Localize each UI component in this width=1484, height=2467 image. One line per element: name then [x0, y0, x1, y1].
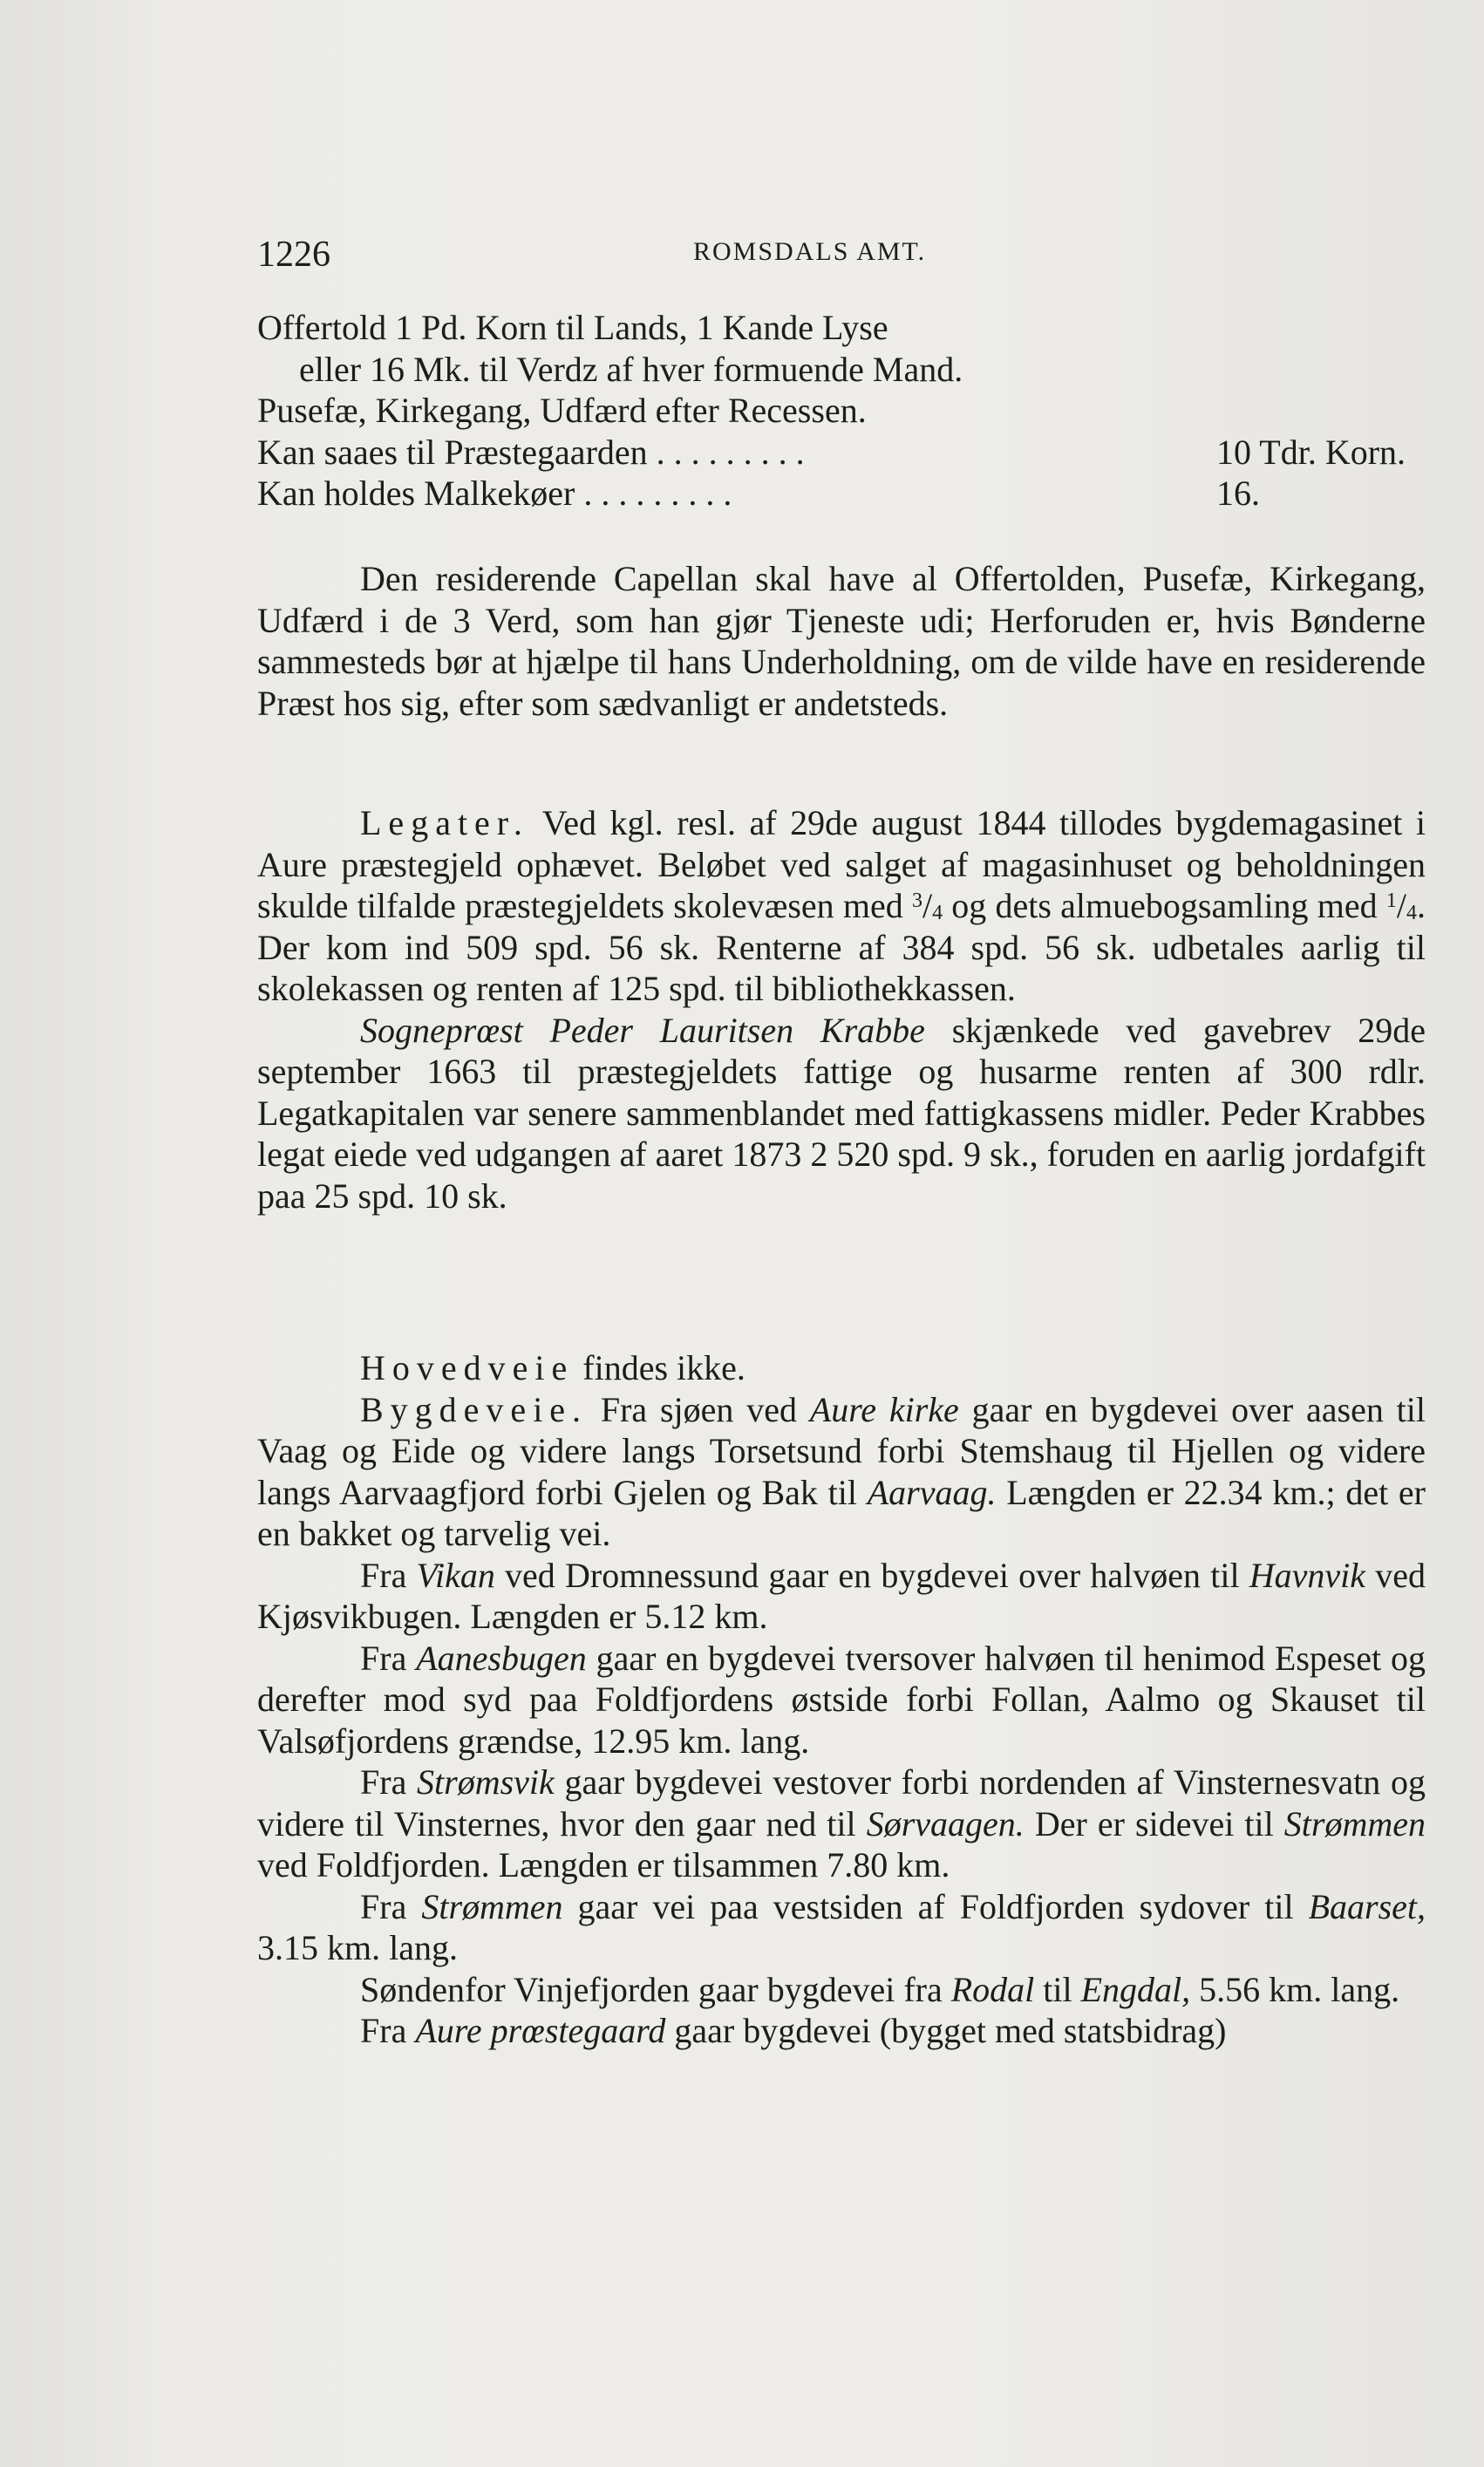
- leader-dots: .........: [656, 432, 813, 472]
- italic-place-name: Baarset,: [1308, 1886, 1426, 1926]
- bygdeveie-paragraph-6: [257, 1969, 1426, 2011]
- legater-section: [257, 802, 1426, 1216]
- italic-place-name: Aure kirke: [809, 1389, 959, 1429]
- italic-place-name: Aarvaag.: [867, 1472, 997, 1512]
- roads-section: [257, 1347, 1426, 2052]
- text-run: Fra: [360, 1555, 417, 1595]
- text-run: til: [1034, 1969, 1081, 2009]
- tithe-block: [257, 307, 1426, 515]
- italic-place-name: Rodal: [950, 1969, 1035, 2009]
- italic-place-name: Sørvaagen.: [866, 1803, 1025, 1843]
- page-number: 1226: [257, 235, 330, 275]
- offertold-line: Offertold 1 Pd. Korn til Lands, 1 Kande Lyse eller 16 Mk. til Verdz af hver formuende Mand.: [257, 308, 963, 389]
- legater-paragraph-2: Sogneprœst Peder Lauritsen Krabbe skjænkede ved gavebrev 29de september 1663 til præstegjeldets fattige og husarme renten af 300 rdlr. Legatkapitalen var senere sammenblandet med fattigkassens midler. Peder Krabbes legat eiede ved udgangen af aaret 1873 2 520 spd. 9 sk., foruden en aarlig jordafgift paa 25 spd. 10 sk.: [257, 1010, 1426, 1216]
- bygdeveie-paragraph-3: [257, 1638, 1426, 1762]
- running-head: ROMSDALS AMT.: [693, 237, 927, 266]
- text-run: Fra: [360, 1886, 422, 1926]
- text-run: ved Dromnessund gaar en bygdevei over halvøen til: [494, 1555, 1249, 1595]
- pusefae-line: Pusefæ, Kirkegang, Udfærd efter Recessen.: [257, 391, 867, 430]
- text-run: gaar en bygdevei tversover halvøen til henimod Espeset og derefter mod syd paa Foldfjordens østside forbi Follan, Aalmo og Skauset til Valsøfjordens grændse, 12.95 km. lang.: [257, 1638, 1426, 1761]
- capellan-paragraph: Den residerende Capellan skal have al Offertolden, Pusefæ, Kirkegang, Udfærd i de 3 Verd, som han gjør Tjeneste udi; Herforuden er, hvis Bønderne sammesteds bør at hjælpe til hans Underholdning, om de vilde have en residerende Præst hos sig, efter som sædvanligt er andetsteds.: [257, 559, 1426, 723]
- text-run: Fra: [360, 1762, 418, 1802]
- text-run: Længden er 22.34 km.; det er en bakket og tarvelig vei.: [257, 1472, 1426, 1553]
- text-run: gaar vei paa vestsiden af Foldfjorden sydover til: [562, 1886, 1309, 1926]
- capellan-section: [257, 558, 1426, 724]
- text-run: ved Kjøsvikbugen. Længden er 5.12 km.: [257, 1555, 1426, 1636]
- text-run: gaar bygdevei (bygget med statsbidrag): [665, 2011, 1227, 2050]
- text-run: Fra sjøen ved: [600, 1389, 810, 1429]
- text-run: gaar en bygdevei over aasen til Vaag og Eide og videre langs Torsetsund forbi Stemshaug til Hjellen og videre langs Aarvaagfjord forbi Gjelen og Bak til: [257, 1389, 1426, 1512]
- section-heading-hovedveie: Hovedveie: [360, 1348, 575, 1387]
- text-run: 5.56 km. lang.: [1190, 1969, 1400, 2009]
- page-header: [257, 234, 1417, 277]
- text-run: Fra: [360, 2011, 416, 2050]
- text-run: gaar bygdevei vestover forbi nordenden af Vinsternesvatn og videre til Vinsternes, hvor den gaar ned til: [257, 1762, 1426, 1843]
- bygdeveie-paragraph-2: [257, 1555, 1426, 1638]
- bygdeveie-paragraph-4: [257, 1762, 1426, 1886]
- italic-place-name: Strømmen: [421, 1886, 563, 1926]
- bygdeveie-paragraph-7: [257, 2010, 1426, 2052]
- cows-row: Kan holdes Malkekøer ......... 16.: [257, 474, 1260, 513]
- text-run: ved Foldfjorden. Længden er tilsammen 7.80 km.: [257, 1845, 950, 1884]
- italic-place-name: Havnvik: [1249, 1555, 1366, 1595]
- legater-paragraph-1: Legater. Ved kgl. resl. af 29de august 1844 tillodes bygdemagasinet i Aure præstegjeld ophævet. Beløbet ved salget af magasinhuset og beholdningen skulde tilfalde præstegjeldets skolevæsen med $^3/_4$ og dets almuebogsamling med $^1/_4$. Der kom ind 509 spd. 56 sk. Renterne af 384 spd. 56 sk. udbetales aarlig til skolekassen og renten af 125 spd. til bibliothekkassen.: [257, 803, 1426, 1008]
- italic-place-name: Strømsvik: [417, 1762, 555, 1802]
- text-run: 3.15 km. lang.: [257, 1928, 458, 1967]
- italic-place-name: Aure prœstegaard: [415, 2011, 666, 2050]
- text-run: Der er sidevei til: [1024, 1803, 1284, 1843]
- section-heading-bygdeveie: Bygdeveie.: [360, 1389, 589, 1429]
- bygdeveie-paragraph-5: [257, 1886, 1426, 1969]
- section-heading-legater: Legater.: [360, 803, 529, 842]
- text-run: Søndenfor Vinjefjorden gaar bygdevei fra: [360, 1969, 951, 2009]
- leader-dots: .........: [583, 474, 741, 513]
- italic-place-name: Strømmen: [1283, 1803, 1426, 1843]
- sowing-row: Kan saaes til Præstegaarden ......... 10 Tdr. Korn.: [257, 432, 1406, 472]
- italic-place-name: Aanesbugen: [416, 1638, 587, 1678]
- italic-place-name: Engdal,: [1080, 1969, 1191, 2009]
- text-run: Fra: [360, 1638, 417, 1678]
- hovedveie-paragraph: Hovedveie findes ikke.: [360, 1348, 745, 1387]
- italic-place-name: Vikan: [416, 1555, 495, 1595]
- bygdeveie-paragraph-1: [257, 1389, 1426, 1555]
